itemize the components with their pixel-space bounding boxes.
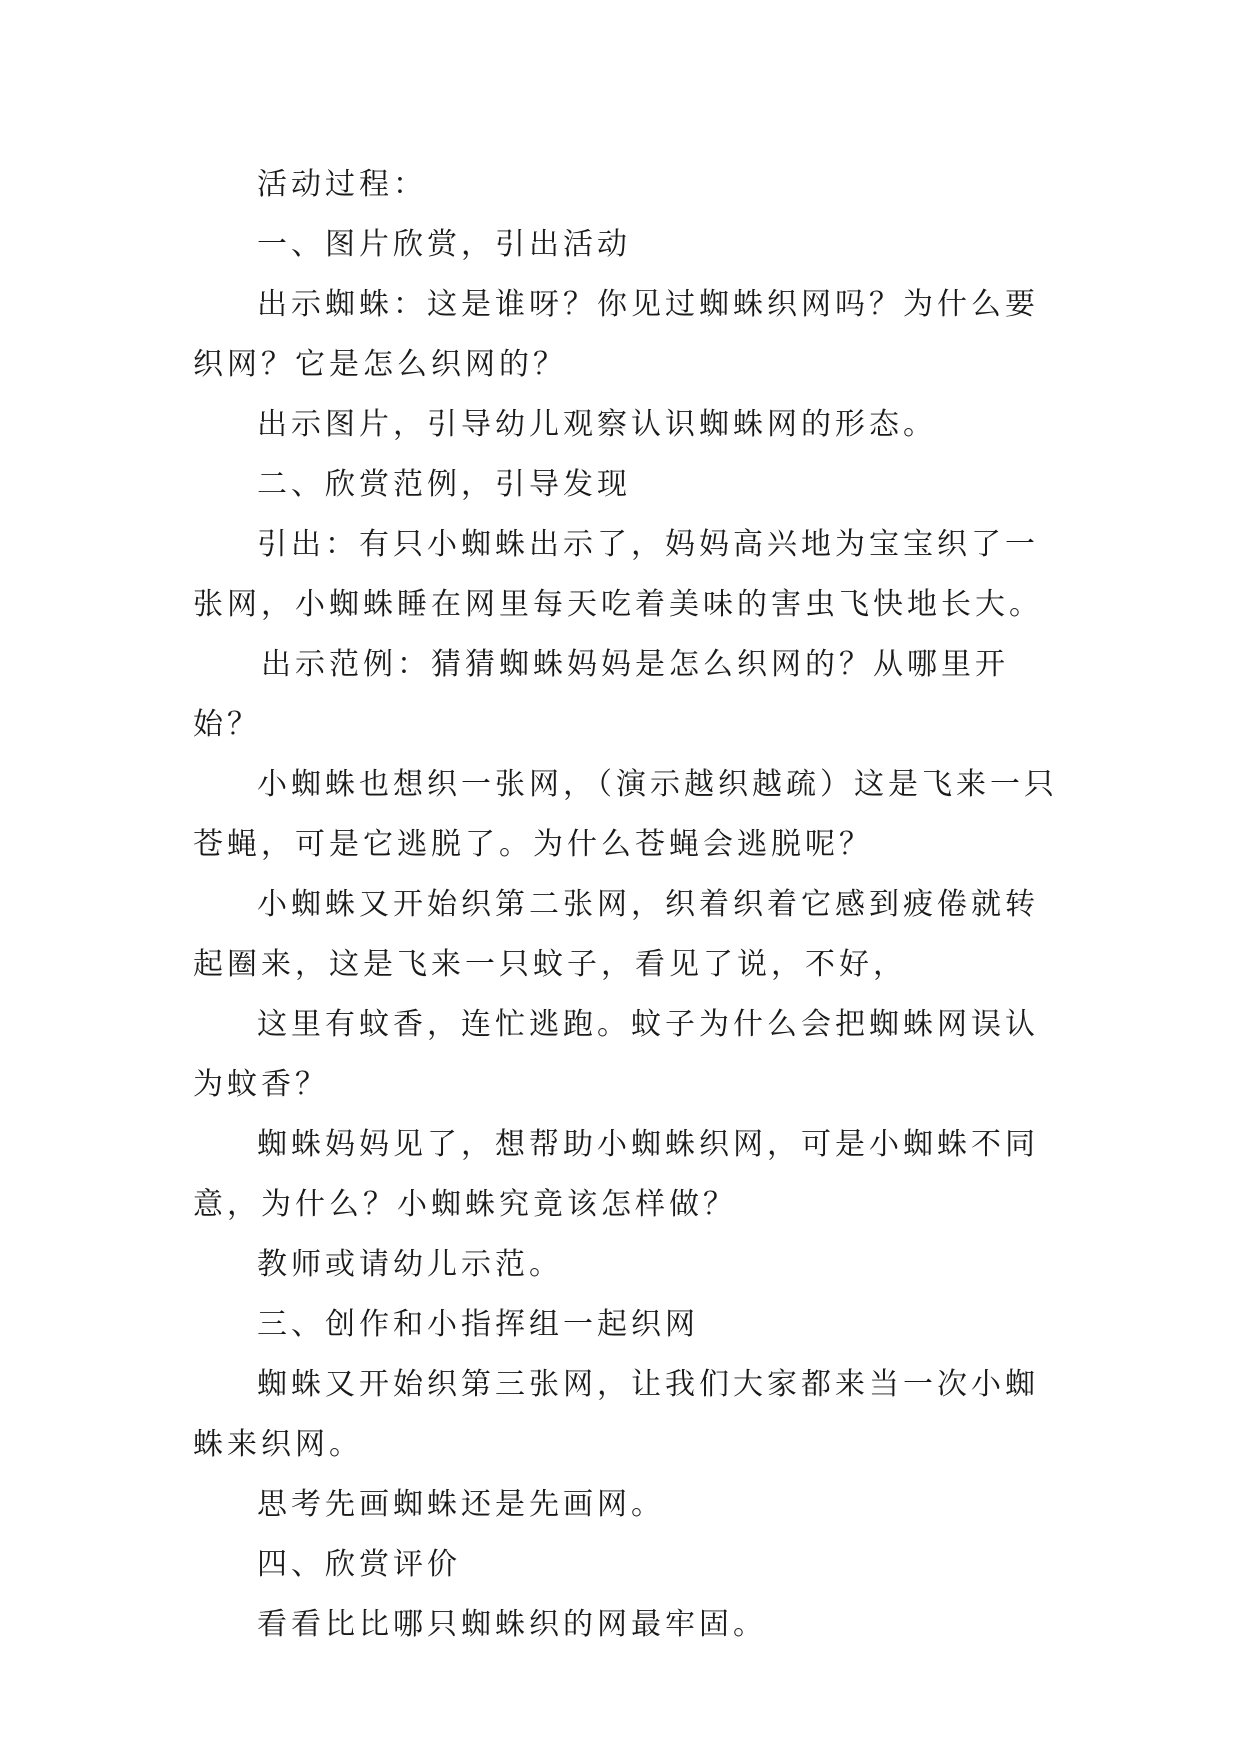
heading-section-3: 三、创作和小指挥组一起织网 xyxy=(257,1307,699,1342)
paragraph-show-picture: 出示图片，引导幼儿观察认识蜘蛛网的形态。 xyxy=(257,407,937,442)
paragraph-mother-help: 蜘蛛妈妈见了，想帮助小蜘蛛织网，可是小蜘蛛不同意，为什么？小蜘蛛究竟该怎样做？ xyxy=(193,1127,1039,1222)
paragraph-mosquito-coil: 这里有蚊香，连忙逃跑。蚊子为什么会把蜘蛛网误认为蚊香？ xyxy=(193,1007,1039,1102)
paragraph-third-web: 蜘蛛又开始织第三张网，让我们大家都来当一次小蜘蛛来织网。 xyxy=(193,1367,1039,1462)
paragraph-second-web: 小蜘蛛又开始织第二张网，织着织着它感到疲倦就转起圈来，这是飞来一只蚊子，看见了说，不好， xyxy=(193,887,1039,982)
paragraph-activity-process: 活动过程： xyxy=(257,167,427,202)
heading-section-1: 一、图片欣赏，引出活动 xyxy=(257,227,631,262)
document-body xyxy=(193,155,1063,1655)
heading-section-4: 四、欣赏评价 xyxy=(257,1547,461,1582)
paragraph-show-example: 出示范例：猜猜蜘蛛妈妈是怎么织网的？从哪里开始？ xyxy=(193,647,1009,742)
paragraph-compare-webs: 看看比比哪只蜘蛛织的网最牢固。 xyxy=(257,1607,767,1642)
paragraph-first-web: 小蜘蛛也想织一张网，（演示越织越疏）这是飞来一只苍蝇，可是它逃脱了。为什么苍蝇会逃脱呢？ xyxy=(193,767,1058,862)
paragraph-show-spider: 出示蜘蛛：这是谁呀？你见过蜘蛛织网吗？为什么要织网？它是怎么织网的？ xyxy=(193,287,1039,382)
paragraph-demonstration: 教师或请幼儿示范。 xyxy=(257,1247,563,1282)
paragraph-introduce: 引出：有只小蜘蛛出示了，妈妈高兴地为宝宝织了一张网，小蜘蛛睡在网里每天吃着美味的害虫飞快地长大。 xyxy=(193,527,1043,622)
heading-section-2: 二、欣赏范例，引导发现 xyxy=(257,467,631,502)
paragraph-think-order: 思考先画蜘蛛还是先画网。 xyxy=(257,1487,665,1522)
